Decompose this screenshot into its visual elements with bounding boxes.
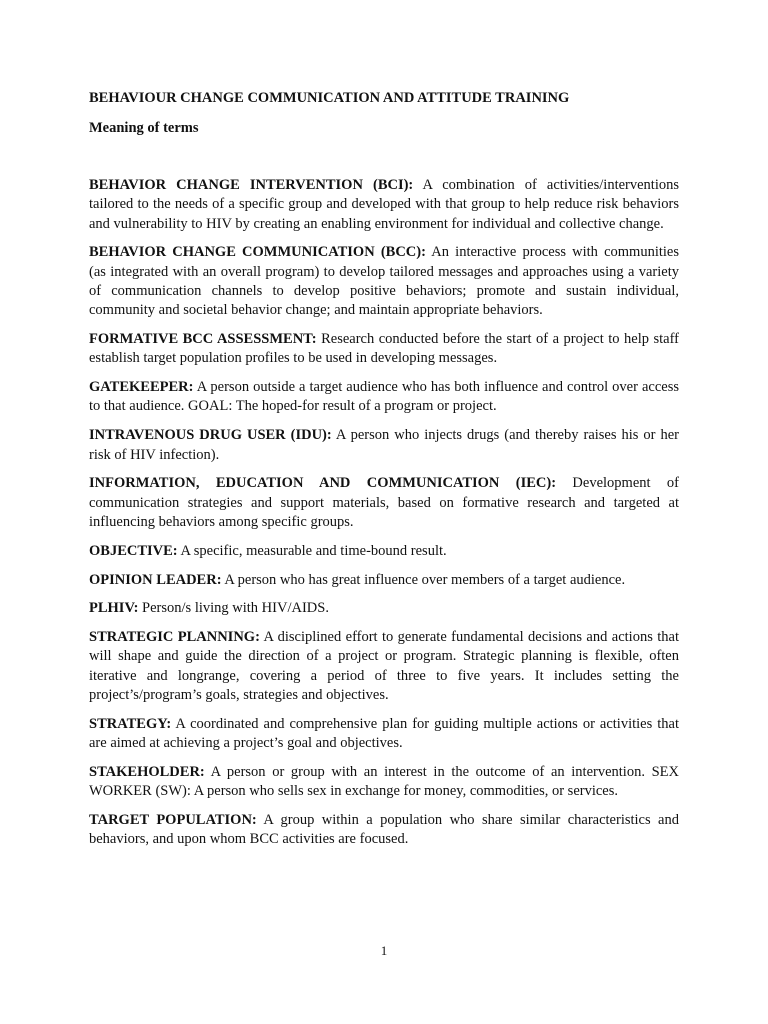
term-objective	[89, 542, 679, 561]
term-formative-bcc-assessment	[89, 330, 679, 369]
term-name: GATEKEEPER:	[89, 379, 194, 396]
document-subtitle: Meaning of terms	[89, 120, 199, 136]
term-definition: Research conducted before the start of a project to help staff establish target population profiles to be used in developing messages.	[89, 331, 679, 367]
term-strategic-planning	[89, 628, 679, 705]
term-strategy	[89, 715, 679, 754]
term-name: FORMATIVE BCC ASSESSMENT:	[89, 331, 317, 348]
term-name: BEHAVIOR CHANGE COMMUNICATION (BCC):	[89, 244, 426, 261]
term-bci	[89, 176, 679, 234]
term-name: OPINION LEADER:	[89, 571, 222, 588]
term-definition: A disciplined effort to generate fundamental decisions and actions that will shape and guide the direction of a project or program. Strategic planning is flexible, often iterative and longrange, covering a period of three to five years. It includes setting the project’s/program’s goals, strategies and objectives.	[89, 629, 679, 704]
document-page	[89, 88, 679, 859]
term-target-population	[89, 811, 679, 850]
term-name: STRATEGY:	[89, 715, 172, 732]
term-name: OBJECTIVE:	[89, 542, 178, 559]
term-definition: A group within a population who share similar characteristics and behaviors, and upon whom BCC activities are focused.	[89, 812, 679, 848]
term-name: STRATEGIC PLANNING:	[89, 629, 260, 646]
term-name: BEHAVIOR CHANGE INTERVENTION (BCI):	[89, 177, 414, 193]
term-bcc	[89, 243, 679, 320]
term-stakeholder	[89, 763, 679, 802]
term-name: INTRAVENOUS DRUG USER (IDU):	[89, 427, 332, 444]
term-definition: A person or group with an interest in the outcome of an intervention. SEX WORKER (SW): A person who sells sex in exchange for money, commodities, or services.	[89, 763, 679, 800]
term-gatekeeper	[89, 378, 679, 417]
term-iec	[89, 474, 679, 532]
term-name: TARGET POPULATION:	[89, 812, 257, 829]
term-definition: A person who has great influence over members of a target audience.	[221, 571, 626, 588]
term-definition: A person who injects drugs (and thereby raises his or her risk of HIV infection).	[89, 427, 680, 463]
document-title: BEHAVIOUR CHANGE COMMUNICATION AND ATTITUDE TRAINING	[89, 90, 570, 106]
term-name: STAKEHOLDER:	[89, 763, 205, 780]
term-definition: A combination of activities/interventions tailored to the needs of a specific group and developed with that group to help reduce risk behaviors and vulnerability to HIV by creating an enabling environment for individual and collective change.	[89, 177, 679, 232]
term-opinion-leader	[89, 571, 679, 590]
term-definition: An interactive process with communities (as integrated with an overall program) to develop tailored messages and approaches using a variety of communication channels to develop positive behaviors; promote and sustain individual, community and societal behavior change; and maintain appropriate behaviors.	[89, 244, 679, 319]
term-definition: A person outside a target audience who has both influence and control over access to that audience. GOAL: The hoped-for result of a program or project.	[89, 379, 679, 415]
term-definition: A coordinated and comprehensive plan for guiding multiple actions or activities that are aimed at achieving a project’s goal and objectives.	[89, 715, 679, 752]
term-plhiv	[89, 599, 679, 618]
term-definition: A specific, measurable and time-bound result.	[177, 542, 447, 559]
page-number: 1	[380, 943, 388, 958]
term-definition: Person/s living with HIV/AIDS.	[138, 600, 329, 617]
term-idu	[89, 426, 679, 465]
term-name: INFORMATION, EDUCATION AND COMMUNICATION (IEC):	[89, 475, 557, 492]
term-name: PLHIV:	[89, 600, 139, 617]
term-definition: Development of communication strategies and support materials, based on formative research and targeted at influencing behaviors among specific groups.	[89, 475, 680, 530]
